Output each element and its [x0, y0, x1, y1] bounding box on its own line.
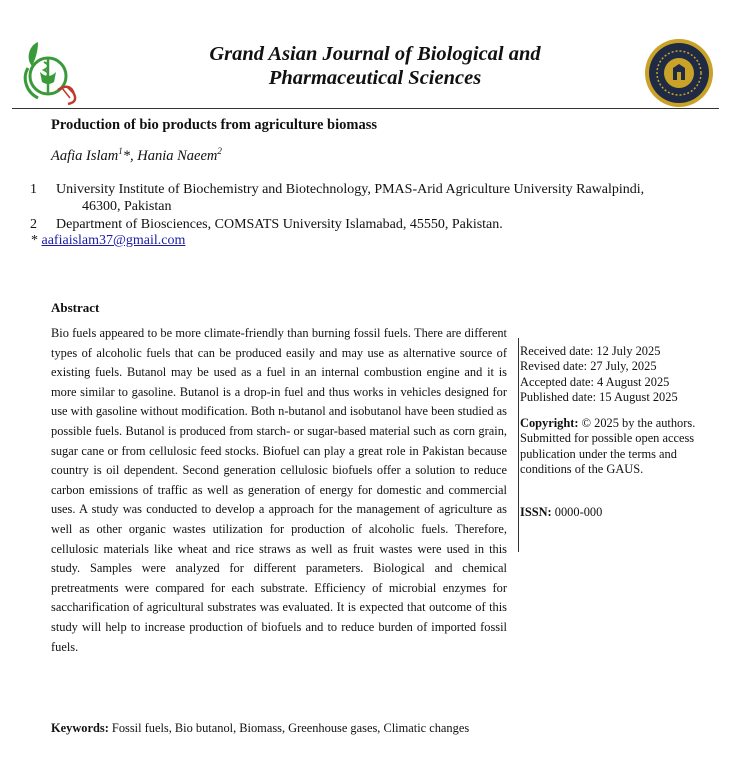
journal-title-line2: Pharmaceutical Sciences: [268, 67, 482, 89]
journal-logo: [18, 32, 88, 108]
published-date: Published date: 15 August 2025: [520, 390, 678, 405]
affiliation-number: 2: [30, 217, 37, 232]
affiliation-text: [56, 181, 706, 215]
abstract-body: Bio fuels appeared to be more climate-friendly than burning fossil fuels. There are different types of alcoholic fuels that can be produced easily and may use as alternative source of existing fuels. Butanol may be used as a fuel in an internal combustion engine and it is more similar to gasoline. Butanol is a drop-in fuel and thus works in vehicles designed for use with gasoline without modification. Both n-butanol and isobutanol have been studied as possible fuels. Butanol is produced from starch- or sugar-based material such as corn grain, sugar cane or from cellulosic feed stocks. Biofuel can play a great role in Pakistan because country is oil dependent. Second generation cellulosic biofuels offer a solution to reduce carbon emissions of traffic as well as generation of energy for domestic and commercial uses. A study was conducted to develop a approach for the management of agriculture as well as other organic wastes utilization for production of alcoholic fuels. Therefore, cellulosic materials like wheat and rice straws as well as fruit wastes were used in this study. Samples were analyzed for different parameters. Biological and chemical pretreatments were compared for each substrate. Efficiency of microbial enzymes for saccharification of agricultural substrates was evaluated. It is expected that outcome of this study will help to increase production of biofuels and to reduce burden of imported fossil fuels.: [51, 326, 507, 654]
corresponding-mark: *: [122, 147, 131, 164]
journal-title-line1: Grand Asian Journal of Biological and: [209, 43, 541, 65]
article-title: Production of bio products from agriculture biomass: [51, 117, 377, 133]
affiliation-line: 46300, Pakistan: [82, 199, 172, 214]
abstract-heading: Abstract: [51, 300, 100, 315]
article-dates: [520, 344, 700, 406]
keywords: [51, 721, 469, 736]
issn-label: ISSN:: [520, 505, 552, 519]
keywords-text: Fossil fuels, Bio butanol, Biomass, Greenhouse gases, Climatic changes: [108, 721, 470, 735]
copyright-text: © 2025 by the authors. Submitted for possible open access publication under the terms and conditions of the GAUS.: [520, 416, 696, 477]
journal-title: [150, 42, 600, 90]
issn: [520, 505, 700, 520]
issn-value: 0000-000: [551, 505, 603, 519]
affiliation-line: University Institute of Biochemistry and Biotechnology, PMAS-Arid Agriculture University Rawalpindi,: [56, 182, 645, 197]
revised-date: Revised date: 27 July, 2025: [520, 359, 657, 374]
author-affiliation-sup: 1: [118, 146, 123, 156]
copyright-notice: [520, 416, 700, 478]
affiliation-number: 1: [30, 182, 37, 197]
email-link[interactable]: aafiaislam37@gmail.com: [41, 233, 186, 248]
affiliation-text: Department of Biosciences, COMSATS University Islamabad, 45550, Pakistan.: [56, 217, 503, 232]
author-list: [51, 146, 222, 165]
author-name: Hania Naeem: [137, 147, 218, 164]
author-name: Aafia Islam: [51, 147, 119, 164]
journal-seal: [644, 38, 714, 108]
author-affiliation-sup: 2: [217, 146, 222, 156]
accepted-date: Accepted date: 4 August 2025: [520, 374, 670, 389]
keywords-label: Keywords:: [51, 721, 109, 735]
author-separator: ,: [130, 147, 138, 164]
correspondence: [31, 233, 185, 249]
received-date: Received date: 12 July 2025: [520, 344, 661, 358]
correspondence-mark: *: [31, 233, 38, 248]
sidebar-divider: [518, 338, 519, 552]
header-divider: [12, 108, 719, 109]
copyright-label: Copyright:: [520, 416, 579, 430]
